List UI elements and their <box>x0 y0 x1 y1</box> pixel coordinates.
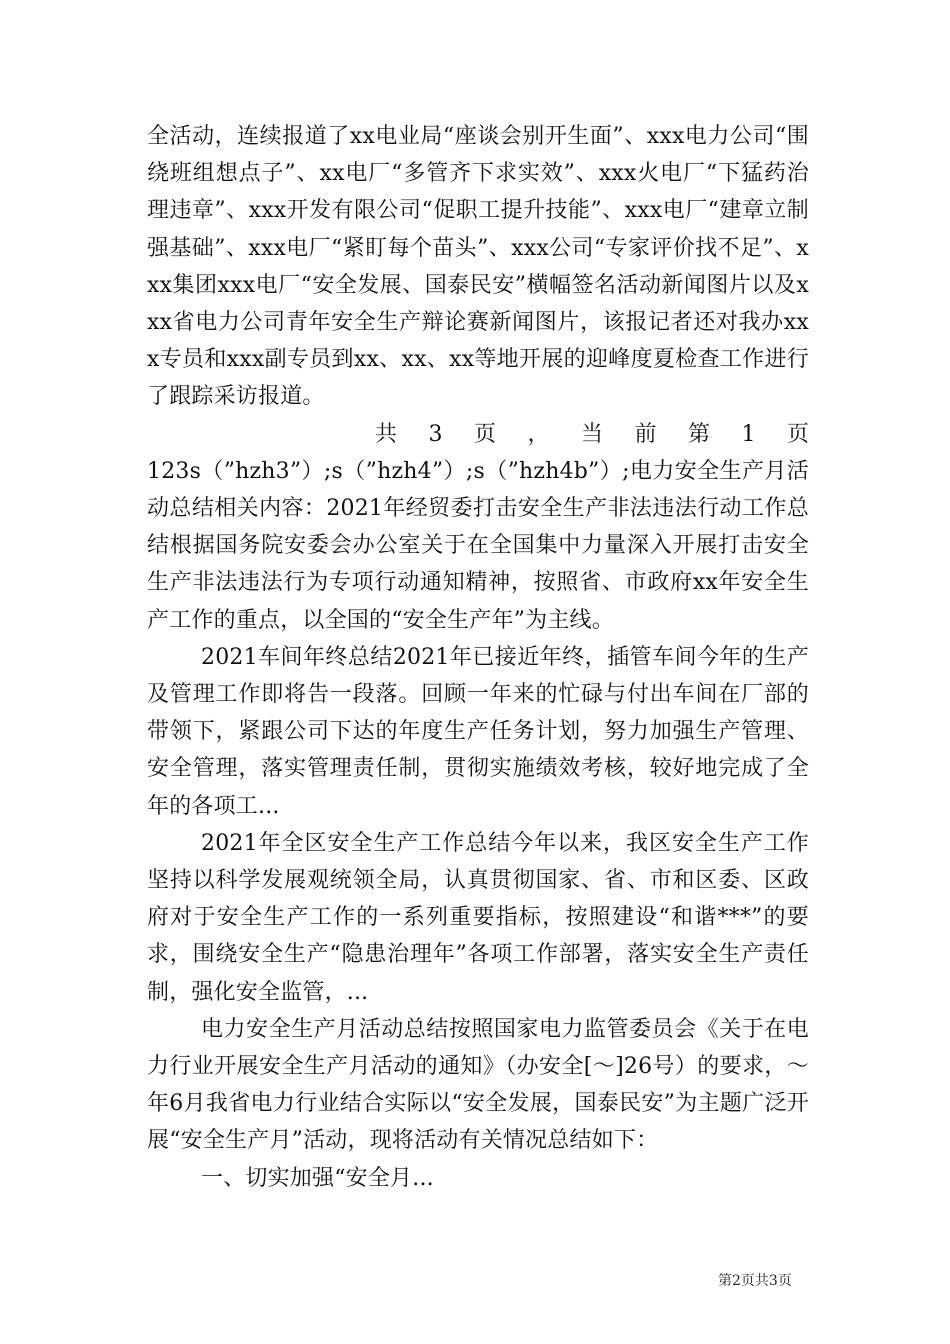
page-counter-part: 前 <box>634 421 657 447</box>
page-footer: 第2页共3页 <box>718 1273 792 1289</box>
page-counter-part: 第 <box>687 421 710 447</box>
paragraph-section-heading: 一、切实加强“安全月... <box>201 1165 434 1191</box>
page-counter-part: 共 <box>375 421 398 447</box>
paragraph-continued: 全活动，连续报道了xx电业局“座谈会别开生面”、xxx电力公司“围绕班组想点子”、xx电厂“多管齐下求实效”、xxx火电厂“下猛药治理违章”、xxx开发有限公司“促职工提升技能”、xxx电厂“建章立制强基础”、xxx电厂“紧盯每个苗头”、xxx公司“专家评价找不足”、xxx集团xxx电厂“安全发展、国泰民安”横幅签名活动新闻图片以及xxx省电力公司青年安全生产辩论赛新闻图片，该报记者还对我办xxx专员和xxx副专员到xx、xx、xx等地开展的迎峰度夏检查工作进行了跟踪采访报道。 <box>147 124 809 410</box>
paragraph-workshop-summary: 2021车间年终总结2021年已接近年终，插管车间今年的生产及管理工作即将告一段落。回顾一年来的忙碌与付出车间在厂部的带领下，紧跟公司下达的年度生产任务计划，努力加强生产管理、安全管理，落实管理责任制，贯彻实施绩效考核，较好地完成了全年的各项工... <box>147 644 809 819</box>
document-body <box>147 118 809 1197</box>
page-counter-part: 页 <box>786 421 809 447</box>
paragraph-safety-month-summary: 电力安全生产月活动总结按照国家电力监管委员会《关于在电力行业开展安全生产月活动的通知》（办安全[～]26号）的要求，～年6月我省电力行业结合实际以“安全发展，国泰民安”为主题广泛开展“安全生产月”活动，现将活动有关情况总结如下： <box>147 1016 809 1154</box>
page-counter-line <box>147 416 809 453</box>
page-counter-part: 3 <box>428 421 443 447</box>
page-counter-part: 1 <box>741 421 756 447</box>
page-counter-part: ， <box>527 421 550 447</box>
page-counter-part: 页 <box>473 421 496 447</box>
paragraph-related-content: 123s（”hzh3”）;s（”hzh4”）;s（”hzh4b”）;电力安全生产月活动总结相关内容：2021年经贸委打击安全生产非法违法行动工作总结根据国务院安委会办公室关于在全国集中力量深入开展打击安全生产非法违法行为专项行动通知精神，按照省、市政府xx年安全生产工作的重点，以全国的“安全生产年”为主线。 <box>147 458 809 633</box>
paragraph-district-summary: 2021年全区安全生产工作总结今年以来，我区安全生产工作坚持以科学发展观统领全局，认真贯彻国家、省、市和区委、区政府对于安全生产工作的一系列重要指标，按照建设“和谐***”的要求，围绕安全生产“隐患治理年”各项工作部署，落实安全生产责任制，强化安全监管，... <box>147 830 809 1005</box>
page-counter-part: 当 <box>580 421 603 447</box>
